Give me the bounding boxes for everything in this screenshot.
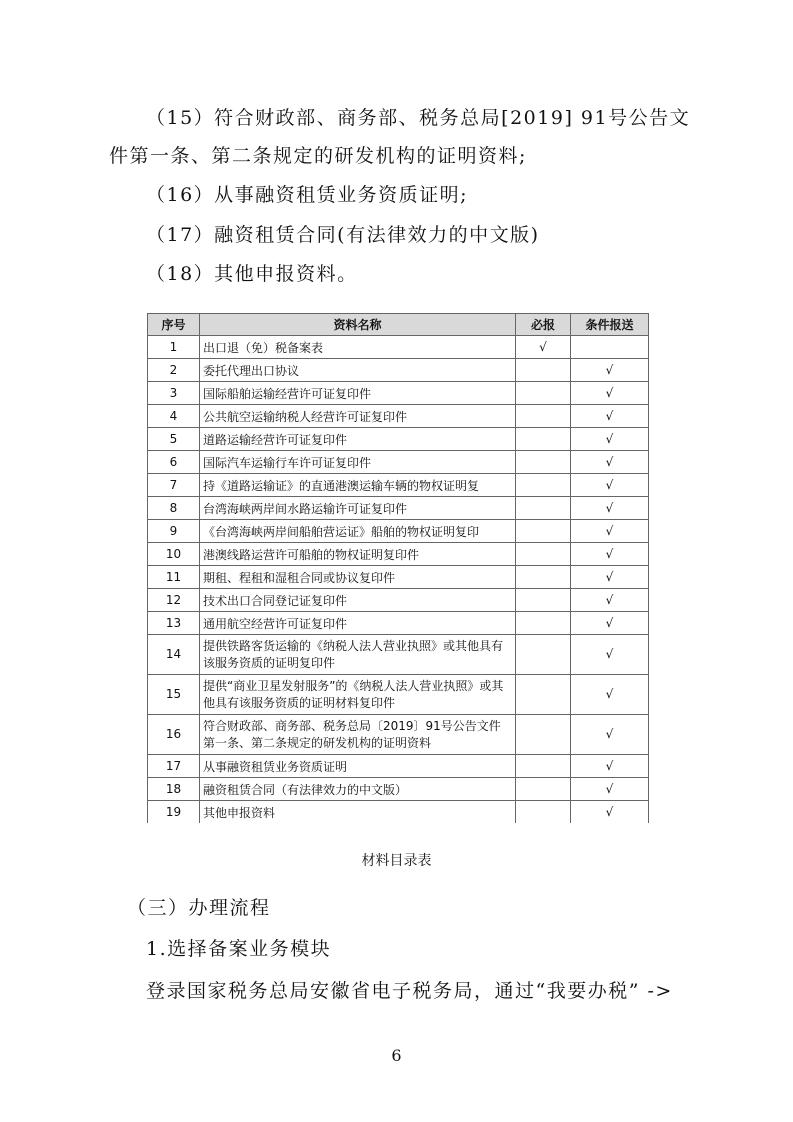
row-conditional-mark: √ xyxy=(571,589,649,612)
row-number: 2 xyxy=(148,359,200,382)
row-conditional-mark: √ xyxy=(571,497,649,520)
row-conditional-mark: √ xyxy=(571,675,649,715)
row-material-name: 其他申报资料 xyxy=(200,801,516,824)
paragraph-line: （18）其他申报资料。 xyxy=(146,263,358,285)
row-material-name: 从事融资租赁业务资质证明 xyxy=(200,755,516,778)
row-number: 19 xyxy=(148,801,200,824)
row-conditional-mark: √ xyxy=(571,359,649,382)
row-required-mark xyxy=(516,359,571,382)
row-number: 6 xyxy=(148,451,200,474)
row-material-name: 融资租赁合同（有法律效力的中文版） xyxy=(200,778,516,801)
table-row xyxy=(148,451,649,474)
materials-table xyxy=(147,313,649,823)
row-number: 14 xyxy=(148,635,200,675)
paragraph-line: （17）融资租赁合同(有法律效力的中文版) xyxy=(146,224,540,246)
table-caption: 材料目录表 xyxy=(361,853,432,869)
table-row xyxy=(148,755,649,778)
row-required-mark xyxy=(516,715,571,755)
row-conditional-mark: √ xyxy=(571,778,649,801)
row-number: 5 xyxy=(148,428,200,451)
row-number: 12 xyxy=(148,589,200,612)
table-header-row xyxy=(148,314,649,336)
table-row xyxy=(148,635,649,675)
table-row xyxy=(148,612,649,635)
row-number: 1 xyxy=(148,336,200,359)
row-material-name: 通用航空经营许可证复印件 xyxy=(200,612,516,635)
page-number: 6 xyxy=(391,1046,402,1065)
row-material-name: 公共航空运输纳税人经营许可证复印件 xyxy=(200,405,516,428)
row-required-mark xyxy=(516,801,571,824)
table-row xyxy=(148,359,649,382)
section-heading: （三）办理流程 xyxy=(127,897,271,919)
row-conditional-mark: √ xyxy=(571,755,649,778)
row-number: 16 xyxy=(148,715,200,755)
row-conditional-mark: √ xyxy=(571,715,649,755)
row-number: 13 xyxy=(148,612,200,635)
table-row xyxy=(148,382,649,405)
table-row xyxy=(148,405,649,428)
paragraph-line: 件第一条、第二条规定的研发机构的证明资料; xyxy=(109,145,527,167)
row-number: 4 xyxy=(148,405,200,428)
row-conditional-mark: √ xyxy=(571,428,649,451)
row-material-name: 持《道路运输证》的直通港澳运输车辆的物权证明复 xyxy=(200,474,516,497)
row-number: 3 xyxy=(148,382,200,405)
row-required-mark xyxy=(516,543,571,566)
header-conditional: 条件报送 xyxy=(571,314,649,336)
row-material-name: 道路运输经营许可证复印件 xyxy=(200,428,516,451)
row-conditional-mark: √ xyxy=(571,801,649,824)
header-number: 序号 xyxy=(148,314,200,336)
row-required-mark xyxy=(516,474,571,497)
header-required: 必报 xyxy=(516,314,571,336)
row-material-name: 港澳线路运营许可船舶的物权证明复印件 xyxy=(200,543,516,566)
table-row xyxy=(148,778,649,801)
table-row xyxy=(148,497,649,520)
row-conditional-mark: √ xyxy=(571,382,649,405)
row-material-name: 国际汽车运输行车许可证复印件 xyxy=(200,451,516,474)
table-row xyxy=(148,566,649,589)
row-conditional-mark xyxy=(571,336,649,359)
row-required-mark: √ xyxy=(516,336,571,359)
row-material-name: 国际船舶运输经营许可证复印件 xyxy=(200,382,516,405)
row-conditional-mark: √ xyxy=(571,566,649,589)
table-row xyxy=(148,801,649,824)
row-number: 10 xyxy=(148,543,200,566)
row-conditional-mark: √ xyxy=(571,635,649,675)
table-row xyxy=(148,715,649,755)
row-required-mark xyxy=(516,451,571,474)
row-conditional-mark: √ xyxy=(571,543,649,566)
row-conditional-mark: √ xyxy=(571,612,649,635)
row-material-name: 提供铁路客货运输的《纳税人法人营业执照》或其他具有该服务资质的证明复印件 xyxy=(200,635,516,675)
row-material-name: 台湾海峡两岸间水路运输许可证复印件 xyxy=(200,497,516,520)
row-material-name: 《台湾海峡两岸间船舶营运证》船舶的物权证明复印 xyxy=(200,520,516,543)
row-required-mark xyxy=(516,755,571,778)
row-conditional-mark: √ xyxy=(571,520,649,543)
table-body xyxy=(148,336,649,824)
row-number: 11 xyxy=(148,566,200,589)
row-number: 7 xyxy=(148,474,200,497)
paragraph-line: （15）符合财政部、商务部、税务总局[2019] 91号公告文 xyxy=(146,107,691,129)
row-number: 9 xyxy=(148,520,200,543)
row-required-mark xyxy=(516,635,571,675)
row-conditional-mark: √ xyxy=(571,451,649,474)
paragraph-line: 登录国家税务总局安徽省电子税务局，通过“我要办税” -> xyxy=(146,980,673,1002)
row-material-name: 期租、程租和湿租合同或协议复印件 xyxy=(200,566,516,589)
row-material-name: 提供“商业卫星发射服务”的《纳税人法人营业执照》或其他具有该服务资质的证明材料复印件 xyxy=(200,675,516,715)
row-conditional-mark: √ xyxy=(571,474,649,497)
row-required-mark xyxy=(516,778,571,801)
table-row xyxy=(148,543,649,566)
row-required-mark xyxy=(516,428,571,451)
table-row xyxy=(148,336,649,359)
row-required-mark xyxy=(516,589,571,612)
row-required-mark xyxy=(516,520,571,543)
row-required-mark xyxy=(516,612,571,635)
paragraph-line: （16）从事融资租赁业务资质证明; xyxy=(146,184,469,206)
row-conditional-mark: √ xyxy=(571,405,649,428)
row-material-name: 技术出口合同登记证复印件 xyxy=(200,589,516,612)
row-number: 15 xyxy=(148,675,200,715)
row-number: 18 xyxy=(148,778,200,801)
subsection-heading: 1.选择备案业务模块 xyxy=(146,938,332,960)
row-required-mark xyxy=(516,405,571,428)
row-material-name: 出口退（免）税备案表 xyxy=(200,336,516,359)
table-row xyxy=(148,474,649,497)
row-required-mark xyxy=(516,382,571,405)
table-row xyxy=(148,589,649,612)
row-number: 8 xyxy=(148,497,200,520)
row-required-mark xyxy=(516,675,571,715)
row-material-name: 符合财政部、商务部、税务总局〔2019〕91号公告文件第一条、第二条规定的研发机构的证明资料 xyxy=(200,715,516,755)
table-row xyxy=(148,675,649,715)
row-required-mark xyxy=(516,566,571,589)
row-number: 17 xyxy=(148,755,200,778)
row-required-mark xyxy=(516,497,571,520)
table-row xyxy=(148,520,649,543)
table-row xyxy=(148,428,649,451)
row-material-name: 委托代理出口协议 xyxy=(200,359,516,382)
header-material-name: 资料名称 xyxy=(200,314,516,336)
